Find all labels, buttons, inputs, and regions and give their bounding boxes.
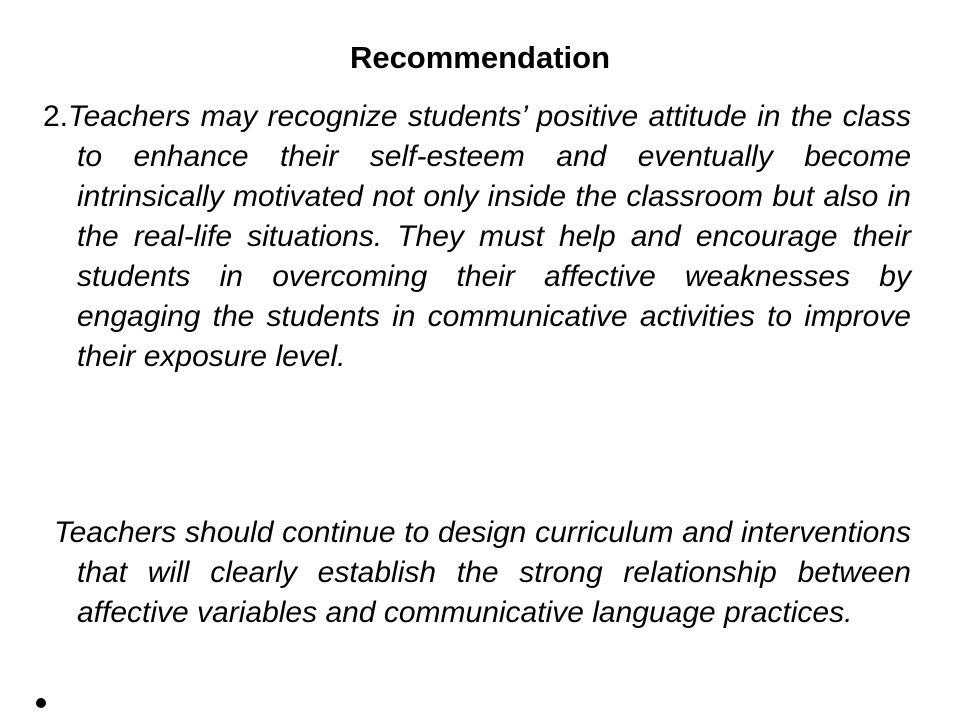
paragraph-text: Teachers should continue to design curriculum and interventions that will clearly establish the strong relationship between affective variables and communicative language practices. — [54, 516, 911, 629]
recommendation-paragraph-continued — [54, 513, 911, 633]
bullet-dot-icon — [36, 698, 46, 708]
paragraph-number: 2. — [43, 100, 69, 133]
slide-title: Recommendation — [349, 40, 611, 75]
recommendation-paragraph-2 — [43, 97, 911, 377]
paragraph-text: Teachers may recognize students’ positive attitude in the class to enhance their self-esteem and eventually become intrinsically motivated not only inside the classroom but also in the real-life situations. They must help and encourage their students in overcoming their affective weaknesses by engaging the students in communicative activities to improve their exposure level. — [68, 100, 911, 373]
